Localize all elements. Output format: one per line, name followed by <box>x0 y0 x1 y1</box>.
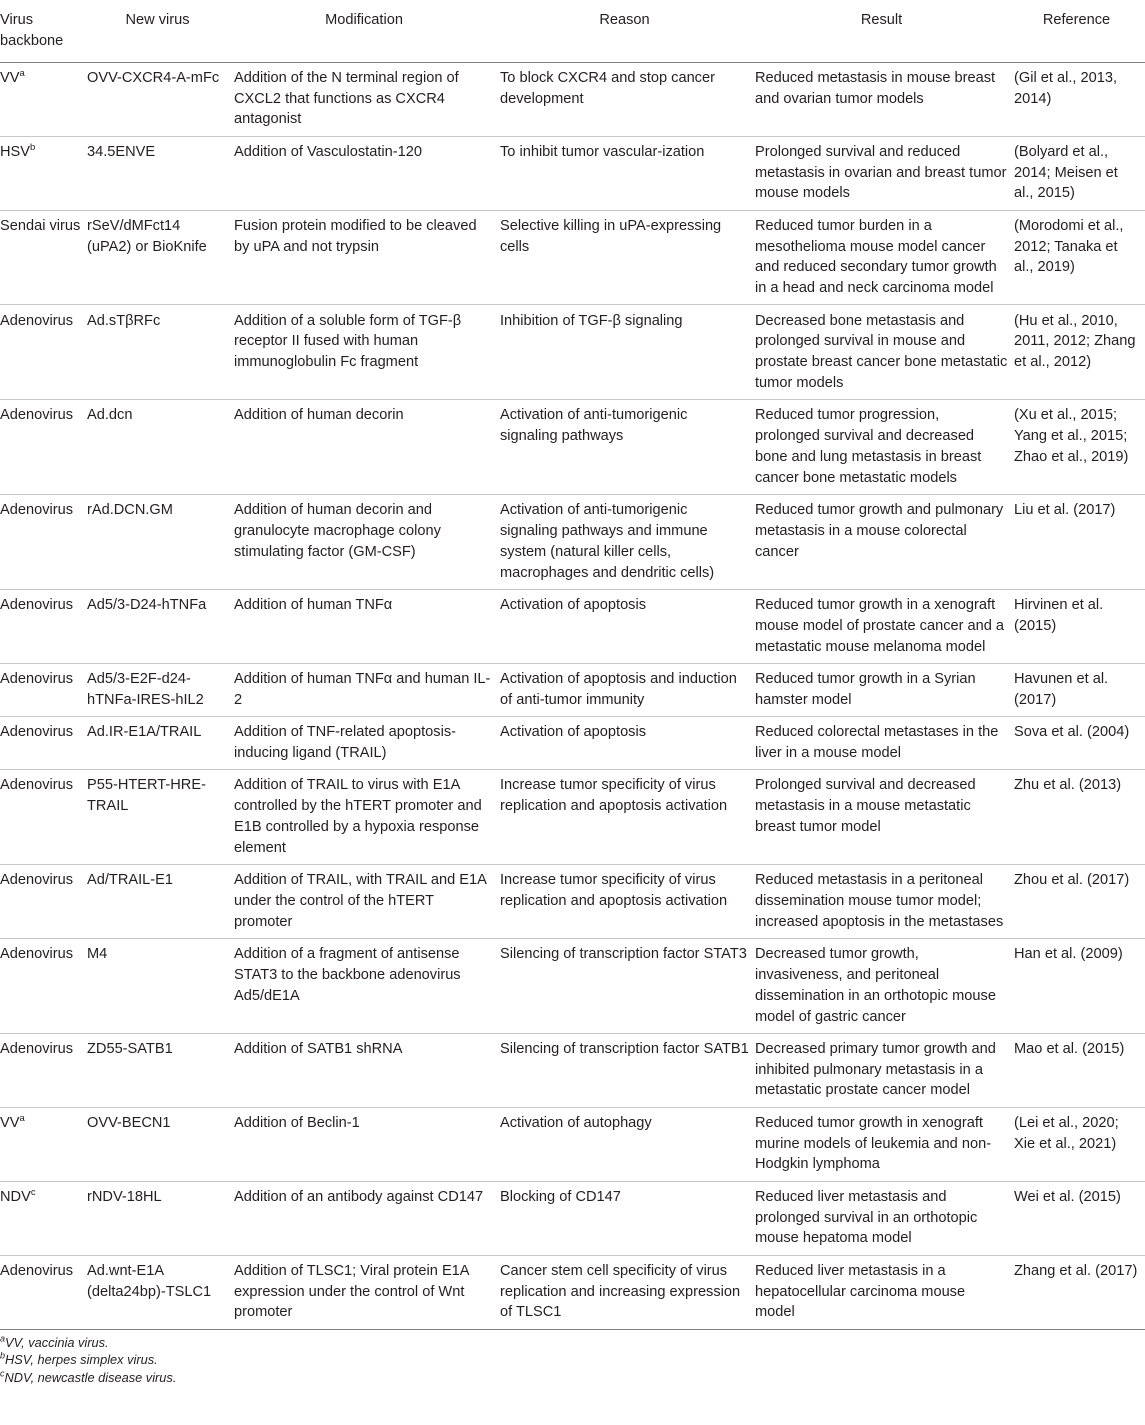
cell-modification <box>234 1255 500 1329</box>
cell-result <box>755 770 1014 865</box>
cell-result <box>755 589 1014 663</box>
cell-reference-text: (Gil et al., 2013, 2014) <box>1014 69 1118 107</box>
table-row <box>0 663 1145 716</box>
cell-virus-backbone <box>0 494 87 589</box>
cell-reason <box>500 400 755 495</box>
cell-reason-text: Blocking of CD147 <box>500 1188 621 1205</box>
table-row <box>0 770 1145 865</box>
cell-modification-text: Addition of a fragment of antisense STAT3 to the backbone adenovirus Ad5/dE1A <box>234 946 461 1004</box>
header-new-virus: New virus <box>87 0 234 62</box>
footnote <box>0 1351 1145 1369</box>
cell-reference <box>1014 589 1145 663</box>
cell-result-text: Reduced tumor progression, prolonged survival and decreased bone and lung metastasis in breast cancer bone metastatic models <box>755 407 982 486</box>
cell-virus-backbone <box>0 62 87 136</box>
cell-reason-text: Inhibition of TGF-β signaling <box>500 312 683 329</box>
cell-virus-backbone <box>0 663 87 716</box>
cell-result <box>755 494 1014 589</box>
cell-result-text: Reduced tumor growth in a xenograft mouse model of prostate cancer and a metastatic mouse melanoma model <box>755 596 1005 655</box>
cell-reference <box>1014 305 1145 400</box>
cell-reason <box>500 663 755 716</box>
cell-result <box>755 938 1014 1033</box>
cell-reason-text: Cancer stem cell specificity of virus replication and increasing expression of TLSC1 <box>500 1262 741 1321</box>
cell-new-virus-text: P55-HTERT-HRE-TRAIL <box>87 777 206 815</box>
cell-reference <box>1014 494 1145 589</box>
cell-modification <box>234 770 500 865</box>
table-row <box>0 1107 1145 1181</box>
cell-modification-text: Addition of human decorin and granulocyte macrophage colony stimulating factor (GM-CSF) <box>234 502 441 560</box>
cell-virus-backbone-text: Adenovirus <box>0 1040 74 1057</box>
footnote-mark: c <box>0 1368 5 1379</box>
cell-reason-text: Silencing of transcription factor SATB1 <box>500 1040 749 1057</box>
cell-reference <box>1014 400 1145 495</box>
footnote-mark: b <box>0 1350 6 1361</box>
cell-virus-backbone <box>0 400 87 495</box>
cell-reason <box>500 1107 755 1181</box>
footnote <box>0 1369 1145 1387</box>
cell-new-virus <box>87 1181 234 1255</box>
header-virus-backbone: Virus backbone <box>0 0 87 62</box>
header-row <box>0 0 1145 62</box>
cell-modification <box>234 62 500 136</box>
cell-result-text: Prolonged survival and decreased metastasis in a mouse metastatic breast tumor model <box>755 777 976 835</box>
cell-virus-backbone-text: Adenovirus <box>0 946 74 963</box>
cell-modification-text: Addition of Vasculostatin-120 <box>234 143 422 160</box>
cell-virus-backbone <box>0 210 87 305</box>
cell-reference-text: Wei et al. (2015) <box>1014 1188 1121 1205</box>
cell-modification <box>234 494 500 589</box>
cell-result <box>755 1255 1014 1329</box>
cell-result-text: Reduced metastasis in a peritoneal dissemination mouse tumor model; increased apoptosis in the metastases <box>755 872 1004 930</box>
cell-new-virus <box>87 1033 234 1107</box>
cell-result <box>755 1181 1014 1255</box>
cell-new-virus-text: rAd.DCN.GM <box>87 502 173 519</box>
cell-reference-text: (Hu et al., 2010, 2011, 2012; Zhang et al., 2012) <box>1014 312 1136 371</box>
cell-result <box>755 1107 1014 1181</box>
cell-modification-text: Fusion protein modified to be cleaved by uPA and not trypsin <box>234 217 477 255</box>
cell-reason <box>500 62 755 136</box>
table-row <box>0 938 1145 1033</box>
footnote-marker: a <box>19 68 25 80</box>
cell-modification <box>234 589 500 663</box>
cell-reason <box>500 136 755 210</box>
cell-modification-text: Addition of Beclin-1 <box>234 1114 360 1131</box>
cell-virus-backbone-text: Adenovirus <box>0 407 74 424</box>
cell-reason-text: Silencing of transcription factor STAT3 <box>500 946 747 963</box>
cell-virus-backbone <box>0 305 87 400</box>
cell-result-text: Reduced liver metastasis and prolonged survival in an orthotopic mouse hepatoma model <box>755 1188 978 1247</box>
cell-new-virus <box>87 400 234 495</box>
footnote-marker: a <box>19 1113 25 1125</box>
cell-reason <box>500 1033 755 1107</box>
cell-modification-text: Addition of a soluble form of TGF-β receptor II fused with human immunoglobulin Fc fragment <box>234 312 462 371</box>
footnote-marker: b <box>30 142 36 154</box>
cell-reference-text: Zhu et al. (2013) <box>1014 777 1122 794</box>
footnote-text: HSV, herpes simplex virus. <box>5 1352 158 1368</box>
cell-new-virus <box>87 864 234 938</box>
cell-new-virus <box>87 305 234 400</box>
cell-modification-text: Addition of human TNFα and human IL-2 <box>234 670 491 708</box>
cell-new-virus <box>87 716 234 769</box>
cell-reference-text: Havunen et al. (2017) <box>1014 670 1109 708</box>
cell-result-text: Reduced metastasis in mouse breast and ovarian tumor models <box>755 69 996 107</box>
cell-result <box>755 1033 1014 1107</box>
cell-virus-backbone <box>0 1107 87 1181</box>
cell-reason <box>500 210 755 305</box>
cell-new-virus-text: Ad5/3-D24-hTNFa <box>87 596 207 613</box>
cell-reference <box>1014 1033 1145 1107</box>
cell-reference <box>1014 1107 1145 1181</box>
cell-reference-text: Liu et al. (2017) <box>1014 502 1116 519</box>
cell-reference-text: Han et al. (2009) <box>1014 946 1123 963</box>
cell-virus-backbone-text: Adenovirus <box>0 872 74 889</box>
cell-new-virus-text: Ad.IR-E1A/TRAIL <box>87 724 202 741</box>
footnote-text: VV, vaccinia virus. <box>5 1334 109 1350</box>
footnote-text: NDV, newcastle disease virus. <box>4 1369 177 1385</box>
cell-modification-text: Addition of an antibody against CD147 <box>234 1188 484 1205</box>
cell-result-text: Decreased primary tumor growth and inhibited pulmonary metastasis in a metastatic prostate cancer model <box>755 1040 996 1099</box>
footnote <box>0 1334 1145 1352</box>
table-row <box>0 62 1145 136</box>
cell-reason-text: Activation of anti-tumorigenic signaling pathways and immune system (natural killer cells, macrophages and dendritic cells) <box>500 502 715 581</box>
cell-virus-backbone-text: VV <box>0 1114 20 1131</box>
cell-modification-text: Addition of TLSC1; Viral protein E1A expression under the control of Wnt promoter <box>234 1262 469 1321</box>
cell-modification <box>234 663 500 716</box>
cell-new-virus <box>87 1255 234 1329</box>
cell-new-virus <box>87 663 234 716</box>
cell-virus-backbone-text: Adenovirus <box>0 312 74 329</box>
cell-modification-text: Addition of human TNFα <box>234 596 393 613</box>
cell-result-text: Prolonged survival and reduced metastasis in ovarian and breast tumor mouse models <box>755 143 1007 202</box>
cell-result <box>755 400 1014 495</box>
cell-reason <box>500 716 755 769</box>
footnotes <box>0 1334 1145 1387</box>
footnote-marker: c <box>30 1187 36 1198</box>
cell-reference <box>1014 62 1145 136</box>
cell-modification <box>234 305 500 400</box>
cell-result-text: Decreased tumor growth, invasiveness, and peritoneal dissemination in an orthotopic mouse model of gastric cancer <box>755 946 996 1025</box>
cell-new-virus-text: ZD55-SATB1 <box>87 1040 173 1057</box>
cell-reference <box>1014 136 1145 210</box>
cell-modification-text: Addition of TNF-related apoptosis-inducing ligand (TRAIL) <box>234 724 456 761</box>
footnote-mark: a <box>0 1333 6 1344</box>
cell-result-text: Reduced liver metastasis in a hepatocellular carcinoma mouse model <box>755 1262 966 1321</box>
cell-reference-text: Hirvinen et al. (2015) <box>1014 596 1104 634</box>
cell-reason-text: Activation of apoptosis and induction of anti-tumor immunity <box>500 670 737 708</box>
cell-reason-text: Increase tumor specificity of virus replication and apoptosis activation <box>500 777 728 815</box>
cell-modification <box>234 1107 500 1181</box>
cell-new-virus <box>87 770 234 865</box>
cell-new-virus <box>87 136 234 210</box>
cell-reference-text: Sova et al. (2004) <box>1014 724 1130 741</box>
header-reference: Reference <box>1014 0 1145 62</box>
table-row <box>0 1181 1145 1255</box>
table-row <box>0 716 1145 769</box>
header-modification: Modification <box>234 0 500 62</box>
cell-reference-text: Mao et al. (2015) <box>1014 1040 1125 1057</box>
cell-new-virus <box>87 494 234 589</box>
cell-result <box>755 62 1014 136</box>
cell-new-virus-text: Ad5/3-E2F-d24-hTNFa-IRES-hIL2 <box>87 670 204 708</box>
cell-result-text: Reduced colorectal metastases in the liver in a mouse model <box>755 724 999 761</box>
table-row <box>0 210 1145 305</box>
cell-modification-text: Addition of SATB1 shRNA <box>234 1040 403 1057</box>
cell-reference-text: Zhou et al. (2017) <box>1014 872 1130 889</box>
cell-modification <box>234 1181 500 1255</box>
table-body <box>0 62 1145 1329</box>
cell-reference-text: (Bolyard et al., 2014; Meisen et al., 2015) <box>1014 143 1118 202</box>
cell-modification <box>234 716 500 769</box>
cell-virus-backbone-text: VV <box>0 69 20 86</box>
cell-modification-text: Addition of human decorin <box>234 407 404 424</box>
table-row <box>0 305 1145 400</box>
cell-result <box>755 663 1014 716</box>
table-row <box>0 864 1145 938</box>
cell-reason-text: Selective killing in uPA-expressing cells <box>500 217 722 255</box>
cell-virus-backbone-text: Adenovirus <box>0 596 74 613</box>
cell-reference <box>1014 770 1145 865</box>
cell-new-virus-text: M4 <box>87 946 108 963</box>
cell-new-virus-text: Ad.dcn <box>87 407 133 424</box>
cell-result <box>755 716 1014 769</box>
cell-new-virus <box>87 1107 234 1181</box>
cell-result <box>755 305 1014 400</box>
cell-virus-backbone <box>0 1255 87 1329</box>
cell-reference <box>1014 938 1145 1033</box>
cell-modification-text: Addition of TRAIL to virus with E1A controlled by the hTERT promoter and E1B controlled by a hypoxia response element <box>234 777 482 856</box>
cell-result <box>755 210 1014 305</box>
cell-new-virus-text: 34.5ENVE <box>87 143 156 160</box>
cell-modification <box>234 400 500 495</box>
cell-new-virus-text: Ad.wnt-E1A (delta24bp)-TSLC1 <box>87 1262 212 1300</box>
cell-reference-text: (Xu et al., 2015; Yang et al., 2015; Zhao et al., 2019) <box>1014 407 1129 466</box>
cell-modification <box>234 938 500 1033</box>
cell-reason <box>500 770 755 865</box>
cell-new-virus-text: Ad/TRAIL-E1 <box>87 872 173 889</box>
cell-new-virus-text: rNDV-18HL <box>87 1188 162 1205</box>
cell-reason-text: Activation of autophagy <box>500 1114 652 1131</box>
cell-reason-text: To block CXCR4 and stop cancer development <box>500 69 715 107</box>
cell-reference <box>1014 210 1145 305</box>
cell-virus-backbone <box>0 938 87 1033</box>
cell-virus-backbone <box>0 136 87 210</box>
cell-result-text: Decreased bone metastasis and prolonged survival in mouse and prostate breast cancer bone metastatic tumor models <box>755 312 1008 392</box>
cell-reason-text: Activation of apoptosis <box>500 596 647 613</box>
cell-reference <box>1014 1255 1145 1329</box>
cell-result-text: Reduced tumor growth in a Syrian hamster model <box>755 670 976 708</box>
cell-reason <box>500 864 755 938</box>
cell-modification <box>234 210 500 305</box>
cell-virus-backbone-text: Adenovirus <box>0 777 74 794</box>
cell-new-virus-text: Ad.sTβRFc <box>87 312 161 329</box>
header-reason: Reason <box>500 0 755 62</box>
cell-new-virus <box>87 210 234 305</box>
cell-reference-text: (Morodomi et al., 2012; Tanaka et al., 2019) <box>1014 217 1124 276</box>
cell-new-virus <box>87 589 234 663</box>
cell-modification <box>234 864 500 938</box>
table-row <box>0 400 1145 495</box>
table-row <box>0 494 1145 589</box>
cell-reference-text: Zhang et al. (2017) <box>1014 1262 1138 1279</box>
cell-reference <box>1014 1181 1145 1255</box>
cell-reason <box>500 589 755 663</box>
cell-reason <box>500 1255 755 1329</box>
cell-virus-backbone <box>0 864 87 938</box>
header-result: Result <box>755 0 1014 62</box>
cell-reason <box>500 305 755 400</box>
cell-virus-backbone-text: Sendai virus <box>0 217 81 234</box>
cell-virus-backbone <box>0 589 87 663</box>
cell-virus-backbone-text: Adenovirus <box>0 1262 74 1279</box>
cell-virus-backbone-text: Adenovirus <box>0 724 74 741</box>
table-row <box>0 1033 1145 1107</box>
cell-reason-text: To inhibit tumor vascular-ization <box>500 143 705 160</box>
table-row <box>0 1255 1145 1329</box>
cell-new-virus <box>87 62 234 136</box>
cell-result-text: Reduced tumor growth in xenograft murine models of leukemia and non-Hodgkin lymphoma <box>755 1114 992 1173</box>
cell-modification-text: Addition of TRAIL, with TRAIL and E1A under the control of the hTERT promoter <box>234 872 487 930</box>
cell-reason-text: Activation of apoptosis <box>500 724 647 741</box>
cell-virus-backbone-text: NDV <box>0 1188 31 1205</box>
cell-virus-backbone <box>0 1033 87 1107</box>
cell-reason <box>500 1181 755 1255</box>
cell-reason <box>500 494 755 589</box>
cell-modification <box>234 136 500 210</box>
cell-new-virus-text: OVV-CXCR4-A-mFc <box>87 69 220 86</box>
cell-virus-backbone-text: Adenovirus <box>0 670 74 687</box>
table-row <box>0 589 1145 663</box>
cell-reason-text: Activation of anti-tumorigenic signaling pathways <box>500 407 688 445</box>
cell-modification <box>234 1033 500 1107</box>
cell-virus-backbone <box>0 770 87 865</box>
cell-result <box>755 864 1014 938</box>
cell-reason <box>500 938 755 1033</box>
cell-reference <box>1014 716 1145 769</box>
cell-new-virus <box>87 938 234 1033</box>
cell-modification-text: Addition of the N terminal region of CXCL2 that functions as CXCR4 antagonist <box>234 69 459 128</box>
cell-virus-backbone <box>0 1181 87 1255</box>
cell-result-text: Reduced tumor growth and pulmonary metastasis in a mouse colorectal cancer <box>755 502 1004 560</box>
cell-virus-backbone-text: Adenovirus <box>0 502 74 519</box>
cell-reference <box>1014 864 1145 938</box>
cell-result <box>755 136 1014 210</box>
cell-new-virus-text: rSeV/dMFct14 (uPA2) or BioKnife <box>87 217 207 255</box>
cell-reference <box>1014 663 1145 716</box>
cell-virus-backbone-text: HSV <box>0 143 31 160</box>
cell-result-text: Reduced tumor burden in a mesothelioma mouse model cancer and reduced secondary tumor growth in a head and neck carcinoma model <box>755 217 997 297</box>
cell-virus-backbone <box>0 716 87 769</box>
cell-new-virus-text: OVV-BECN1 <box>87 1114 171 1131</box>
cell-reason-text: Increase tumor specificity of virus replication and apoptosis activation <box>500 872 728 909</box>
cell-reference-text: (Lei et al., 2020; Xie et al., 2021) <box>1014 1114 1119 1152</box>
table-row <box>0 136 1145 210</box>
